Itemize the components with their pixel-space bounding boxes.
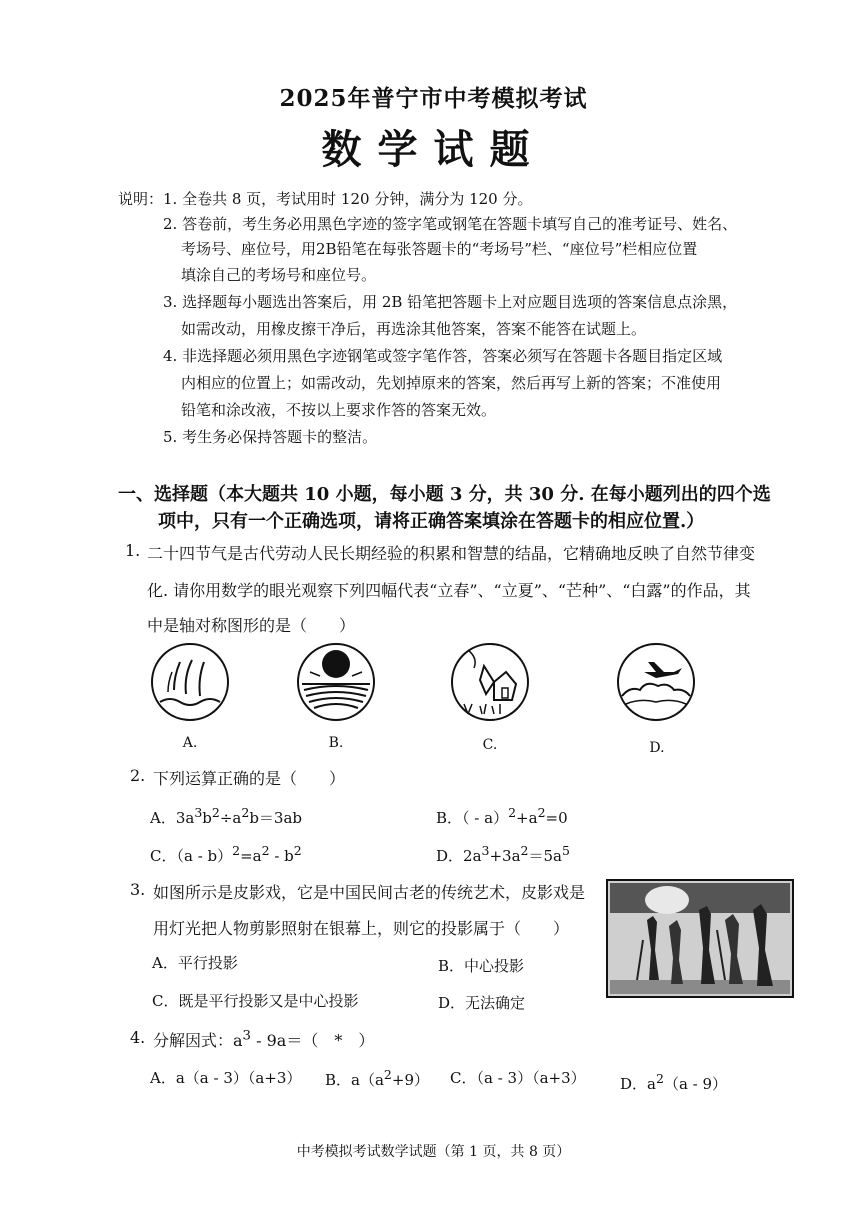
exam-title: 2025年普宁市中考模拟考试 (279, 85, 588, 112)
option-a: A．平行投影 (152, 954, 238, 972)
option-c: C．$(a - b)^2=a^2 - b^2$ (150, 843, 302, 865)
question-text: 化. 请你用数学的眼光观察下列四幅代表“立春”、“立夏”、“芒种”、“白露”的作品，其 (147, 581, 751, 600)
question-number: 3. (130, 880, 146, 899)
question-number: 1. (125, 541, 141, 560)
instruction-line: 铅笔和涂改液，不按以上要求作答的答案无效。 (181, 401, 497, 419)
figure-label: B. (328, 735, 344, 751)
page-footer: 中考模拟考试数学试题（第 1 页，共 8 页） (296, 1144, 571, 1160)
question-text: 下列运算正确的是（ ） (153, 769, 346, 788)
option-d: D．无法确定 (438, 994, 526, 1012)
figure-label: C. (482, 737, 498, 753)
question-text: 用灯光把人物剪影照射在银幕上，则它的投影属于（ ） (153, 919, 570, 938)
instruction-line: 2. 答卷前，考生务必用黑色字迹的签字笔或钢笔在答题卡填写自己的准考证号、姓名、 (163, 215, 738, 233)
option-a: A．$3a^3b^2\div a^2b=3ab$ (150, 805, 303, 827)
figure-label: D. (649, 740, 665, 756)
question-number: 4. (130, 1028, 146, 1047)
option-c: C．既是平行投影又是中心投影 (152, 992, 359, 1010)
subject-title: 数学试题 (321, 126, 546, 173)
shadow-play-photo (607, 880, 793, 997)
question-text: 中是轴对称图形的是（ ） (147, 616, 356, 635)
figure-c-house (450, 642, 530, 722)
instruction-line: 1. 全卷共 8 页，考试用时 120 分钟，满分为 120 分。 (163, 190, 533, 208)
figure-a-wind-lines (150, 642, 230, 722)
figure-d-plane-clouds (616, 642, 696, 722)
option-b: B．$a(a^2+9)$ (325, 1067, 429, 1089)
instructions-label: 说明： (118, 190, 164, 208)
option-b: B．中心投影 (438, 957, 525, 975)
question-text: 如图所示是皮影戏，它是中国民间古老的传统艺术，皮影戏是 (153, 883, 586, 902)
instruction-line: 填涂自己的考场号和座位号。 (181, 266, 377, 284)
option-d: D．$a^2(a - 9)$ (620, 1071, 728, 1093)
instruction-line: 内相应的位置上；如需改动，先划掉原来的答案，然后再写上新的答案；不准使用 (181, 374, 722, 392)
section-heading: 一、选择题（本大题共 10 小题，每小题 3 分，共 30 分. 在每小题列出的四个选 (118, 484, 771, 505)
instruction-line: 如需改动，用橡皮擦干净后，再选涂其他答案，答案不能答在试题上。 (181, 320, 647, 338)
option-b: B．（ - $a)^2+a^2=0$ (436, 805, 568, 827)
instruction-line: 考场号、座位号，用2B铅笔在每张答题卡的“考场号”栏、“座位号”栏相应位置 (181, 240, 698, 258)
option-c: C．（a - 3）（a+3） (450, 1069, 586, 1087)
question-text: 二十四节气是古代劳动人民长期经验的积累和智慧的结晶，它精确地反映了自然节律变 (147, 544, 756, 563)
figure-b-sun-rays (296, 642, 376, 722)
section-heading-cont: 项中，只有一个正确选项，请将正确答案填涂在答题卡的相应位置.） (158, 511, 705, 532)
option-a: A．a（a - 3）（a+3） (150, 1069, 302, 1087)
instruction-line: 4. 非选择题必须用黑色字迹钢笔或签字笔作答，答案必须写在答题卡各题目指定区域 (163, 347, 723, 365)
instruction-line: 3. 选择题每小题选出答案后，用 2B 铅笔把答题卡上对应题目选项的答案信息点涂黑， (163, 293, 738, 311)
option-d: D．$2a^3+3a^2=5a^5$ (436, 843, 570, 865)
question-number: 2. (130, 766, 146, 785)
figure-label: A. (182, 735, 198, 751)
instruction-line: 5. 考生务必保持答题卡的整洁。 (163, 428, 378, 446)
question-text: 分解因式：$a^3 - 9a=$（ * ） (153, 1028, 375, 1050)
